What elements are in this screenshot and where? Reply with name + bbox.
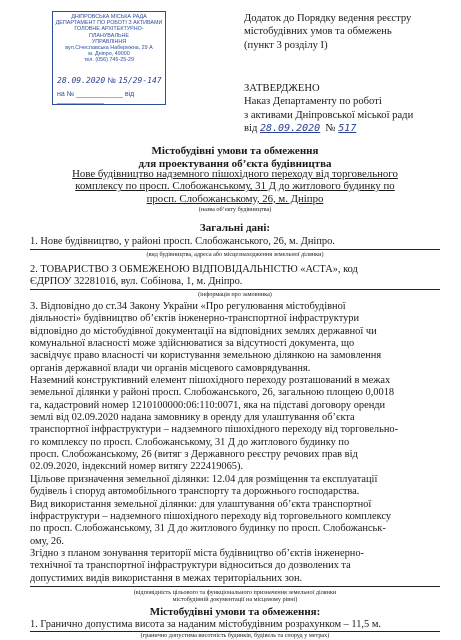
item-3-line: Вид використання земельної ділянки: для улаштування об’єкта транспортної [30, 498, 372, 510]
stamp-number: 15/29-147 [118, 76, 162, 85]
general-caption-3-line-2: містобудівній документації на місцевому рівні) [172, 596, 298, 603]
registration-stamp [52, 11, 166, 105]
stamp-line-1: ДНІПРОВСЬКА МІСЬКА РАДА [71, 14, 147, 20]
item-3-line: технічної та транспортної інфраструктури відноситься до дозволених та [30, 560, 351, 572]
item-3-line: відповідно до містобудівної документації на відповідних землях державної чи [30, 325, 377, 337]
approved-line-2: з активами Дніпровської міської ради [244, 109, 414, 121]
title-line-2: для проектування об’єкта будівництва [138, 157, 332, 170]
object-name-line-2: комплексу по просп. Слобожанському, 31 Д до житлового будинку по [75, 180, 395, 193]
item-3-line: га, кадастровий номер 1210100000:06:110:0071, яка на підставі договору оренди [30, 399, 386, 411]
stamp-line-7: тел. (056) 745-25-29 [83, 57, 135, 64]
item-3-line: органів державної влади чи органів місцевого самоврядування. [30, 362, 311, 374]
item-3-line: по просп. Слобожанському, 31 Д до житлового будинку по просп. Слобожанськ- [30, 523, 386, 535]
stamp-date-row [57, 78, 165, 84]
approval-block [244, 82, 454, 136]
object-name-line-1: Нове будівництво надземного пішохідного переходу від торговельного [72, 168, 398, 180]
item-3-underline [30, 586, 440, 587]
approved-from-label: від [244, 123, 258, 135]
item-2-underline [30, 289, 440, 290]
stamp-no-label: № [107, 76, 116, 85]
conditions-heading: Містобудівні умови та обмеження: [149, 606, 321, 618]
item-3-line: просп. Слобожанському, 26 (витяг з Державного реєстру речових прав від [30, 449, 358, 461]
document-title [30, 145, 440, 170]
object-name-line-3: просп. Слобожанському, 26, м. Дніпро [146, 192, 324, 205]
approved-number: 517 [338, 123, 357, 135]
stamp-line-2: ДЕПАРТАМЕНТ ПО РОБОТІ З АКТИВАМИ [55, 20, 163, 27]
item-3-line: Наземний конструктивний елемент пішохідного переходу розташований в межах [30, 375, 391, 387]
item-3-line: ому, 26. [30, 535, 64, 547]
object-name [30, 168, 440, 205]
item-3-line: го комплексу по просп. Слобожанському, 31 Д до житлового будинку по [30, 436, 350, 448]
approved-line-1: Наказ Департаменту по роботі [244, 96, 382, 108]
appendix-line-2: містобудівних умов та обмежень [244, 26, 392, 38]
stamp-line-3: ГОЛОВНЕ АРХІТЕКТУРНО-ПЛАНУВАЛЬНЕ [74, 26, 144, 39]
stamp-ref-row: на № ____________ від ____________ [57, 91, 135, 105]
title-line-1: Містобудівні умови та обмеження [151, 145, 319, 157]
general-caption-1: (вид будівництва, адреса або місцезнаходження земельної ділянки) [146, 251, 324, 258]
item-3-line: допустимих видів використання в межах територіальних зон. [30, 572, 303, 584]
item-3-line: Цільове призначення земельної ділянки: 12.04 для розміщення та експлуатації [30, 473, 378, 485]
item-3-line: інфраструктури – надземного пішохідного переходу від торговельного комплексу [30, 510, 392, 522]
item-3-line: 3. Відповідно до ст.34 Закону України «Про регулювання містобудівної [30, 301, 346, 312]
general-item-1: 1. Нове будівництво, у районі просп. Слобожанського, 26, м. Дніпро. [30, 236, 335, 247]
general-item-3 [30, 301, 440, 585]
general-caption-3-line-1: (відповідність цільового та функціонального призначення земельної ділянки [133, 589, 337, 596]
stamp-date: 28.09.2020 [57, 76, 106, 85]
item-3-line: засвідчує право власності чи користування земельною ділянкою на замовлення [30, 350, 382, 362]
approved-no-label: № [325, 123, 336, 135]
item-3-line: діяльності» будівництво об’єктів інженерно-транспортної інфраструктури [30, 313, 360, 325]
general-heading: Загальні дані: [199, 222, 271, 234]
item-1-underline [30, 249, 440, 250]
general-caption-2: (інформація про замовника) [198, 291, 272, 298]
item-3-line: 02.09.2020, індексний номер витягу 222419065). [30, 461, 244, 473]
item-3-line: землі від 02.09.2020 надана замовнику в оренду для улаштування об’єкта [30, 412, 355, 424]
general-item-2-line-2: ЄДРПОУ 32281016, вул. Собінова, 1, м. Дніпро. [30, 276, 243, 287]
stamp-line-5: вул.Січеславська Набережна, 29 А [65, 45, 153, 52]
item-3-line: транспортної інфраструктури – надземного пішохідного переходу від торговельно- [30, 424, 399, 436]
stamp-line-6: м. Дніпро, 49000 [88, 51, 130, 58]
appendix-note [244, 12, 454, 52]
approved-date-row [244, 122, 454, 135]
appendix-line-1: Додаток до Порядку ведення реєстру [244, 13, 412, 24]
approved-date: 28.09.2020 [260, 123, 321, 135]
stamp-line-4: УПРАВЛІННЯ [91, 38, 127, 45]
item-3-line: Згідно з планом зонування території міста будівництво об’єктів інженерно- [30, 547, 364, 559]
general-item-2-line-1: 2. ТОВАРИСТВО З ОБМЕЖЕНОЮ ВІДПОВІДАЛЬНІСТЮ «АСТА», код [30, 264, 358, 275]
item-3-line: земельної ділянки у районі просп. Слобожанського, 26, загальною площею 0,0018 [30, 387, 395, 399]
approved-heading: ЗАТВЕРДЖЕНО [244, 83, 320, 94]
appendix-line-3: (пункт 3 розділу І) [244, 39, 328, 51]
conditions-caption-1: (гранично допустима висотність будинків, будівель та споруд у метрах) [140, 632, 330, 639]
item-3-line: комунальної власності може здійснюватися за відсутності документа, що [30, 338, 355, 350]
object-name-caption: (назва об’єкту будівництва) [198, 206, 272, 213]
conditions-item-1: 1. Гранично допустима висота за наданим містобудівним розрахунком – 11,5 м. [30, 619, 381, 630]
item-3-line: будівель і споруд автомобільного транспорту та дорожнього господарства. [30, 486, 360, 498]
